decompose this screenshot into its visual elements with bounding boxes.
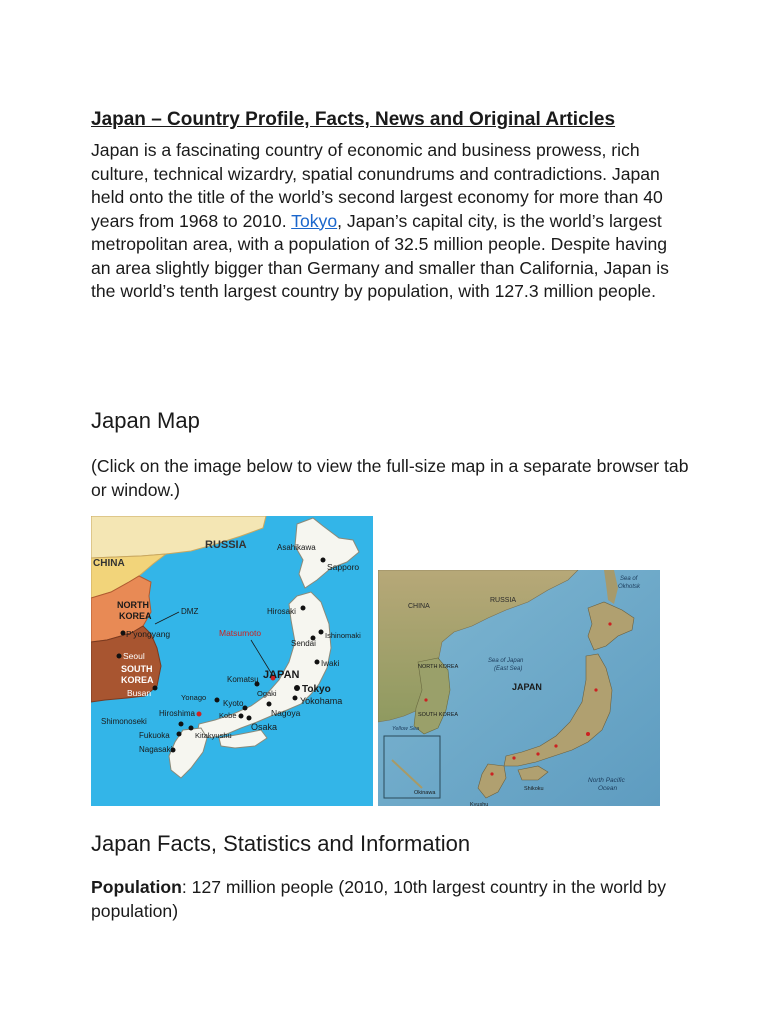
label-ogaki: Ogaki [257,689,277,698]
relief-nagoya-dot [554,744,557,747]
label-south-korea-1: SOUTH [121,664,153,674]
label-matsumoto: Matsumoto [219,628,262,638]
seoul-dot [117,654,122,659]
label-komatsu: Komatsu [227,675,259,684]
relief-label-japan: JAPAN [512,682,542,692]
label-ishinomaki: Ishinomaki [325,631,361,640]
population-text: : 127 million people (2010, 10th largest country in the world by population) [91,877,667,921]
fukuoka-dot [177,732,182,737]
label-seoul: Seoul [123,651,145,661]
label-yokohama: Yokohama [300,696,343,706]
osaka-dot [247,716,252,721]
busan-dot [153,686,158,691]
japan-political-map[interactable] [91,516,373,806]
relief-label-shikoku: Shikoku [524,786,544,792]
relief-sapporo-dot [608,622,611,625]
label-tokyo: Tokyo [302,684,331,695]
relief-tokyo-dot [586,732,590,736]
tokyo-link[interactable]: Tokyo [291,210,338,231]
population-paragraph [91,876,691,923]
label-asahikawa: Asahikawa [277,543,316,552]
intro-text-1: Japan is a fascinating country of economic and business prowess, rich culture, technical wizardry, spatial conundrums and contradictions. Japan held onto the title of the world’s second largest economy for more than 40 years from 1968 to 2010. [91,140,663,231]
relief-label-north-korea: NORTH KOREA [418,664,459,670]
relief-label-china: CHINA [408,603,430,610]
label-busan: Busan [127,688,152,698]
label-china: CHINA [93,558,125,569]
relief-label-south-korea: SOUTH KOREA [418,712,459,718]
label-pyongyang: P'yongyang [126,629,171,639]
relief-seoul-dot [424,698,427,701]
relief-label-pacific-1: North Pacific [588,777,625,784]
label-shimonoseki: Shimonoseki [101,717,147,726]
relief-sendai-dot [594,688,597,691]
label-south-korea-2: KOREA [121,675,154,685]
label-russia: RUSSIA [205,539,247,551]
label-north-korea-1: NORTH [117,600,149,610]
relief-label-okhotsk-1: Sea of [620,576,638,582]
label-kitakyushu: Kitakyushu [195,731,232,740]
kobe-dot [239,714,244,719]
hiroshima-dot [197,712,202,717]
label-hirosaki: Hirosaki [267,607,296,616]
label-fukuoka: Fukuoka [139,731,170,740]
label-osaka: Osaka [251,722,278,732]
yokohama-dot [293,696,298,701]
map-instructions: (Click on the image below to view the full-size map in a separate browser tab or window.) [91,456,689,500]
population-label: Population [91,877,182,897]
intro-paragraph [91,139,691,304]
shimonoseki-dot [179,722,184,727]
label-kyoto: Kyoto [223,699,244,708]
label-kobe: Kobe [219,711,237,720]
political-map-graphic [91,516,373,806]
relief-label-okinawa: Okinawa [414,790,436,796]
map-section-heading: Japan Map [91,408,200,433]
relief-label-yellow-sea: Yellow Sea [392,726,420,732]
relief-label-sea-of-japan-2: (East Sea) [494,666,523,672]
intro-text-2: , Japan’s capital city, is the world’s largest metropolitan area, with a population of 32.5 million people. Despite having an area slightly bigger than Germany and smaller than California, Japan is the world’s tenth largest country by population, with 127.3 million people. [91,210,669,301]
label-sendai: Sendai [291,639,316,648]
pyongyang-dot [121,631,126,636]
relief-label-kyushu: Kyushu [470,802,489,806]
ishinomaki-dot [319,630,324,635]
relief-label-pacific-2: Ocean [598,785,618,792]
relief-fukuoka-dot [490,772,493,775]
relief-label-okhotsk-2: Okhotsk [618,584,641,590]
relief-osaka-dot [536,752,539,755]
label-nagoya: Nagoya [271,708,301,718]
label-north-korea-2: KOREA [119,611,152,621]
label-yonago: Yonago [181,693,207,702]
label-iwaki: Iwaki [321,659,340,668]
label-dmz: DMZ [181,607,199,616]
kitakyushu-dot [189,726,194,731]
label-japan: JAPAN [263,669,300,681]
relief-map-graphic [378,570,660,806]
japan-relief-map[interactable] [378,570,660,806]
hirosaki-dot [301,606,306,611]
article-title-link[interactable]: Japan – Country Profile, Facts, News and Original Articles [91,109,616,130]
relief-hiroshima-dot [512,756,515,759]
relief-label-sea-of-japan-1: Sea of Japan [488,658,524,664]
sapporo-dot [321,558,326,563]
relief-label-russia: RUSSIA [490,597,517,604]
tokyo-dot [294,685,300,691]
label-nagasaki: Nagasaki [139,745,173,754]
nagoya-dot [267,702,272,707]
iwaki-dot [315,660,320,665]
yonago-dot [215,698,220,703]
label-hiroshima: Hiroshima [159,709,196,718]
label-sapporo: Sapporo [327,562,360,572]
facts-section-heading: Japan Facts, Statistics and Information [91,831,471,856]
